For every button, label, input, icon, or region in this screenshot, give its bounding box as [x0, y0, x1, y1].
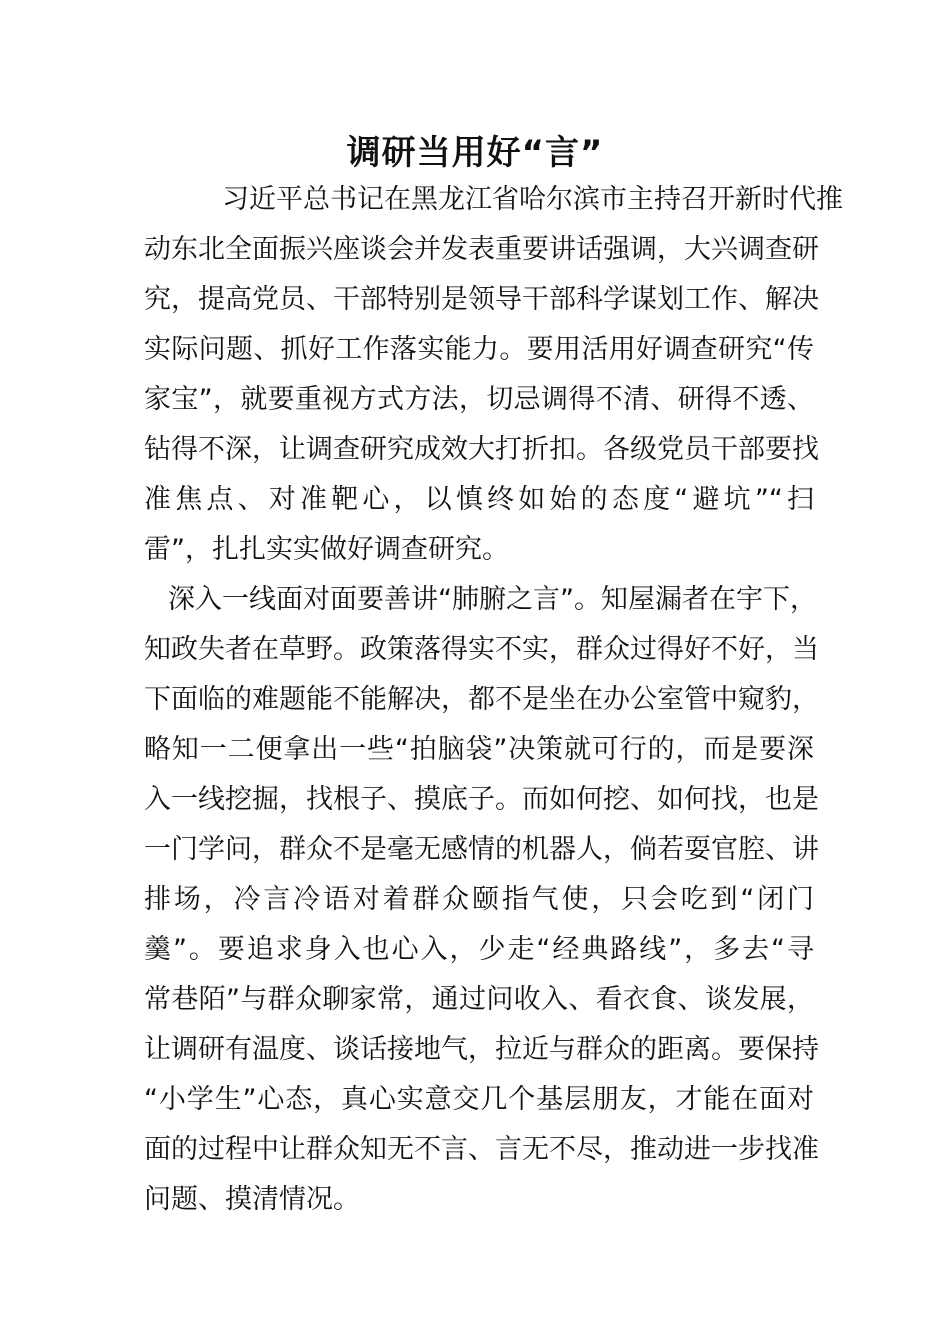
- paragraph-2-line-11: “小学生”心态，真心实意交几个基层朋友，才能在面对: [144, 1084, 814, 1115]
- paragraph-2-line-3: 下面临的难题能不能解决，都不是坐在办公室管中窥豹，: [144, 684, 819, 715]
- paragraph-2-line-8: 羹”。要追求身入也心入，少走“经典路线”，多去“寻: [144, 934, 814, 965]
- document-title: 调研当用好“言”: [346, 133, 604, 173]
- paragraph-2-line-13: 问题、摸清情况。: [144, 1184, 360, 1215]
- paragraph-1-line-5: 家宝”，就要重视方式方法，切忌调得不清、研得不透、: [144, 384, 814, 415]
- paragraph-2-line-12: 面的过程中让群众知无不言、言无不尽，推动进一步找准: [144, 1134, 819, 1165]
- paragraph-1-line-6: 钻得不深，让调查研究成效大打折扣。各级党员干部要找: [144, 434, 819, 465]
- paragraph-2-line-4: 略知一二便拿出一些“拍脑袋”决策就可行的，而是要深: [144, 734, 814, 765]
- paragraph-2-line-6: 一门学问，群众不是毫无感情的机器人，倘若耍官腔、讲: [144, 834, 819, 865]
- paragraph-2-line-5: 入一线挖掘，找根子、摸底子。而如何挖、如何找，也是: [144, 784, 819, 815]
- paragraph-2-line-2: 知政失者在草野。政策落得实不实，群众过得好不好，当: [144, 634, 819, 665]
- paragraph-1-line-3: 究，提高党员、干部特别是领导干部科学谋划工作、解决: [144, 284, 819, 315]
- paragraph-2-line-1: 深入一线面对面要善讲“肺腑之言”。知屋漏者在宇下，: [168, 584, 817, 615]
- paragraph-2-line-7: 排场，冷言冷语对着群众颐指气使，只会吃到“闭门: [144, 884, 814, 915]
- paragraph-1-line-4: 实际问题、抓好工作落实能力。要用活用好调查研究“传: [144, 334, 814, 365]
- paragraph-1-line-8: 雷”，扎扎实实做好调查研究。: [144, 534, 509, 565]
- paragraph-2-line-9: 常巷陌”与群众聊家常，通过问收入、看衣食、谈发展，: [144, 984, 814, 1015]
- paragraph-1-line-1: 习近平总书记在黑龙江省哈尔滨市主持召开新时代推: [222, 184, 843, 215]
- paragraph-1-line-7: 准焦点、对准靶心，以慎终如始的态度“避坑”“扫: [144, 484, 814, 515]
- paragraph-1-line-2: 动东北全面振兴座谈会并发表重要讲话强调，大兴调查研: [144, 234, 819, 265]
- paragraph-2-line-10: 让调研有温度、谈话接地气，拉近与群众的距离。要保持: [144, 1034, 819, 1065]
